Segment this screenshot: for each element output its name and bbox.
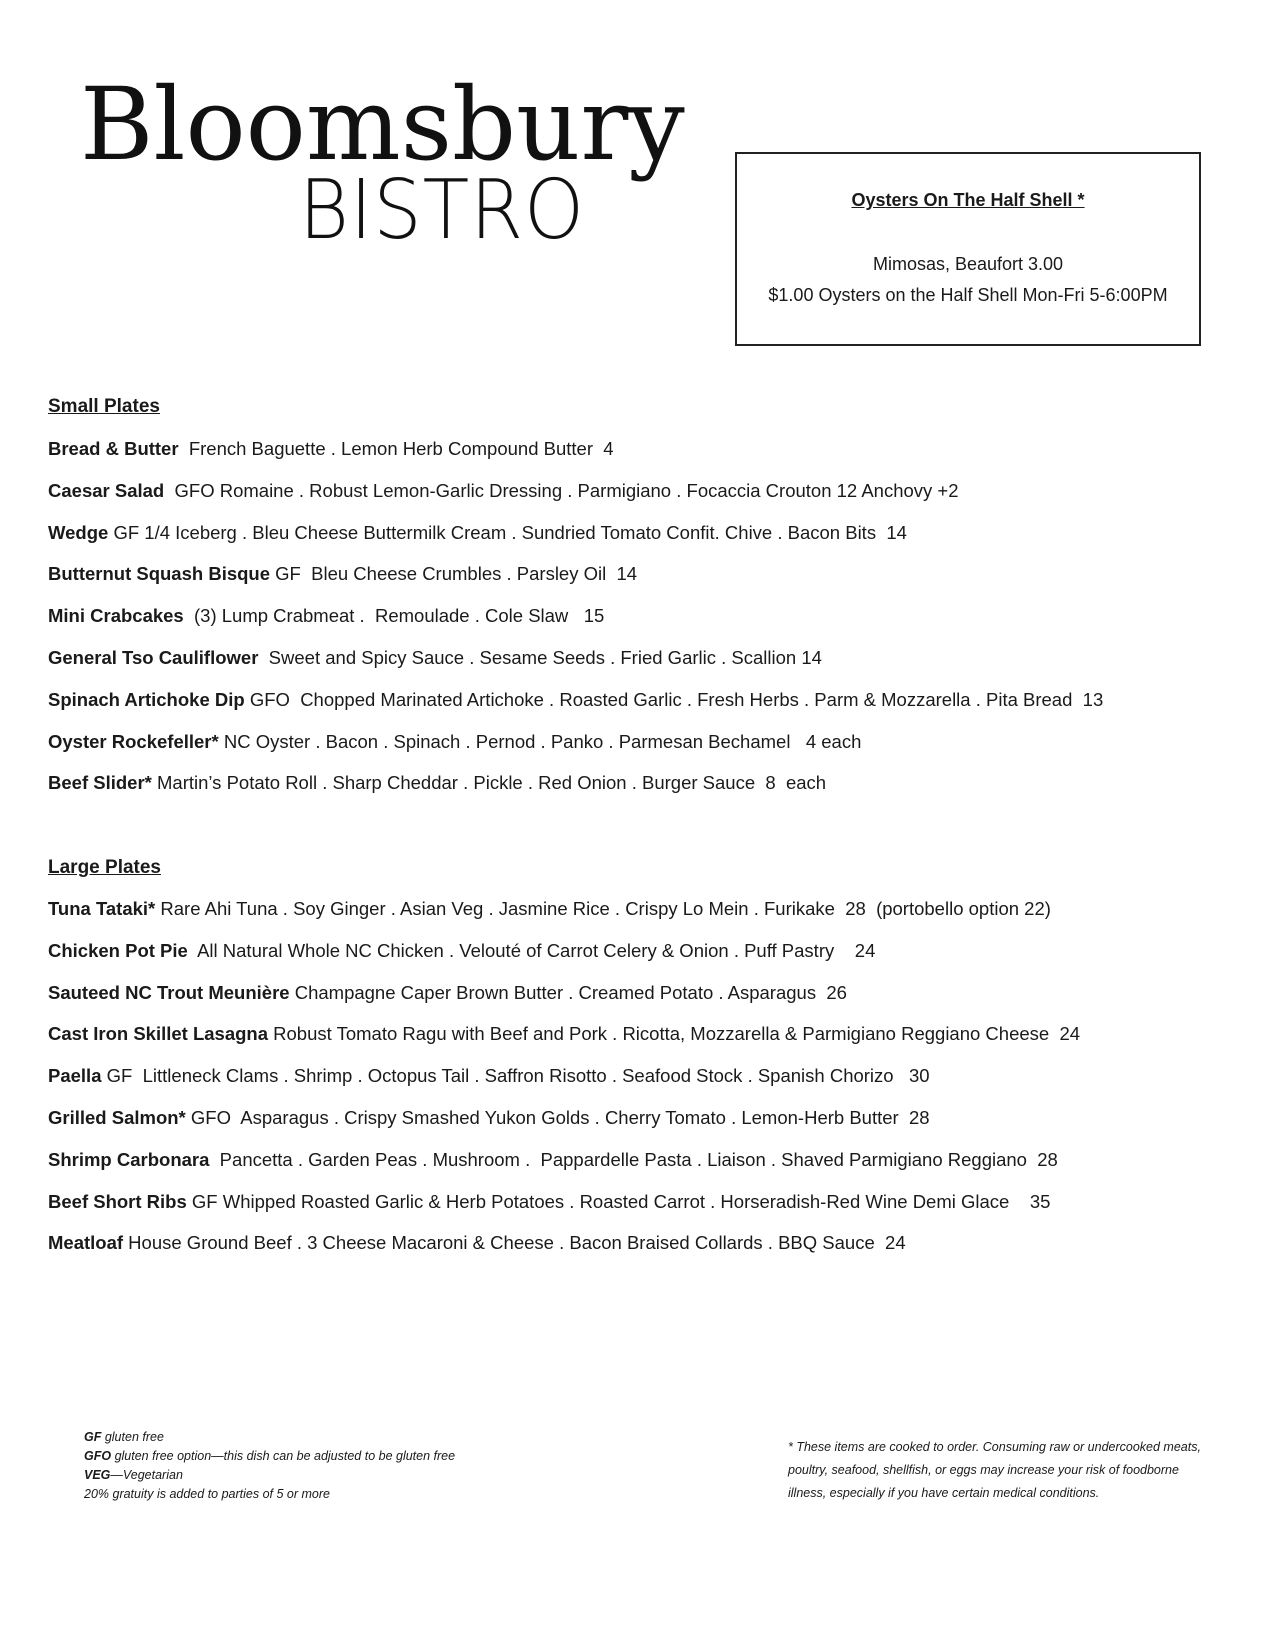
specials-line: $1.00 Oysters on the Half Shell Mon-Fri 5-6:00PM (768, 285, 1168, 305)
item-description: Champagne Caper Brown Butter . Creamed Potato . Asparagus 26 (289, 981, 847, 1003)
menu-item (48, 1149, 1228, 1191)
item-name: Sauteed NC Trout Meunière (48, 981, 290, 1003)
item-name: Tuna Tataki* (48, 898, 156, 919)
item-name: Wedge (48, 521, 109, 543)
menu-item (48, 647, 1228, 689)
menu-item (48, 689, 1228, 731)
specials-line: Mimosas, Beaufort 3.00 (872, 254, 1064, 274)
item-name: Butternut Squash Bisque (48, 563, 271, 585)
legend-code: VEG (84, 1468, 111, 1482)
item-name: Grilled Salmon* (48, 1106, 186, 1128)
item-description: GF 1/4 Iceberg . Bleu Cheese Buttermilk Cream . Sundried Tomato Confit. Chive . Bacon Bits 14 (108, 521, 907, 543)
item-name: Spinach Artichoke Dip (48, 688, 245, 710)
menu-item (48, 940, 1228, 982)
item-name: Meatloaf (48, 1232, 124, 1254)
item-description: Martin’s Potato Roll . Sharp Cheddar . Pickle . Red Onion . Burger Sauce 8 each (151, 772, 827, 794)
legend-text: —Vegetarian (110, 1468, 183, 1482)
item-name: Beef Short Ribs (48, 1190, 187, 1212)
item-description: GFO Asparagus . Crispy Smashed Yukon Golds . Cherry Tomato . Lemon-Herb Butter 28 (185, 1106, 930, 1128)
menu-item (48, 772, 1228, 814)
menu-item (48, 1065, 1228, 1107)
menu-item (48, 1107, 1228, 1149)
item-description: Rare Ahi Tuna . Soy Ginger . Asian Veg . Jasmine Rice . Crispy Lo Mein . Furikake 28 (portobello option 22) (155, 898, 1051, 919)
legend-code: GF (84, 1430, 102, 1444)
menu-item (48, 731, 1228, 773)
item-name: Shrimp Carbonara (48, 1148, 210, 1170)
legend-line-veg (84, 1466, 455, 1485)
logo-subtitle: BISTRO (299, 163, 586, 258)
item-description: GF Littleneck Clams . Shrimp . Octopus Tail . Saffron Risotto . Seafood Stock . Spanish Chorizo 30 (101, 1065, 930, 1087)
menu-item (48, 438, 1228, 480)
item-description: Sweet and Spicy Sauce . Sesame Seeds . Fried Garlic . Scallion 14 (258, 646, 822, 668)
item-name: General Tso Cauliflower (48, 646, 259, 668)
large-plates-list (48, 898, 1228, 1274)
item-name: Paella (48, 1065, 102, 1087)
item-description: GF Whipped Roasted Garlic & Herb Potatoes . Roasted Carrot . Horseradish-Red Wine Demi Glace 35 (186, 1190, 1051, 1212)
item-description: GFO Romaine . Robust Lemon-Garlic Dressing . Parmigiano . Focaccia Crouton 12 Anchovy +2 (164, 479, 959, 501)
item-description: GF Bleu Cheese Crumbles . Parsley Oil 14 (270, 563, 638, 585)
food-safety-disclaimer: * These items are cooked to order. Consuming raw or undercooked meats, poultry, seafood, shellfish, or eggs may increase your risk of foodborne illness, especially if you have certain medical conditions. (788, 1440, 1201, 1500)
item-name: Mini Crabcakes (48, 605, 184, 627)
menu-item (48, 898, 1228, 940)
item-description: GFO Chopped Marinated Artichoke . Roasted Garlic . Fresh Herbs . Parm & Mozzarella . Pita Bread 13 (244, 688, 1104, 710)
item-name: Caesar Salad (48, 479, 165, 501)
item-description: (3) Lump Crabmeat . Remoulade . Cole Slaw 15 (183, 605, 605, 627)
item-description: House Ground Beef . 3 Cheese Macaroni & Cheese . Bacon Braised Collards . BBQ Sauce 24 (123, 1232, 906, 1254)
small-plates-list (48, 438, 1228, 814)
menu-item (48, 1232, 1228, 1274)
small-plates-heading: Small Plates (48, 396, 160, 417)
item-name: Oyster Rockefeller* (48, 730, 219, 752)
item-description: All Natural Whole NC Chicken . Velouté of Carrot Celery & Onion . Puff Pastry 24 (187, 939, 876, 961)
legend-line-gfo (84, 1447, 455, 1466)
item-name: Chicken Pot Pie (48, 939, 188, 961)
specials-box (735, 152, 1201, 346)
menu-item (48, 522, 1228, 564)
item-description: French Baguette . Lemon Herb Compound Butter 4 (178, 438, 614, 459)
menu-item (48, 480, 1228, 522)
legend-code: GFO (84, 1449, 112, 1463)
legend-line-gf (84, 1428, 455, 1447)
menu-item (48, 563, 1228, 605)
legend-text: gluten free (101, 1430, 164, 1444)
specials-title: Oysters On The Half Shell * (851, 190, 1085, 210)
item-name: Bread & Butter (48, 438, 179, 459)
item-description: Robust Tomato Ragu with Beef and Pork . Ricotta, Mozzarella & Parmigiano Reggiano Cheese 24 (268, 1023, 1081, 1045)
gratuity-note: 20% gratuity is added to parties of 5 or more (84, 1487, 330, 1501)
menu-item (48, 1023, 1228, 1065)
item-description: Pancetta . Garden Peas . Mushroom . Pappardelle Pasta . Liaison . Shaved Parmigiano Reggiano 28 (209, 1148, 1058, 1170)
item-description: NC Oyster . Bacon . Spinach . Pernod . Panko . Parmesan Bechamel 4 each (218, 730, 862, 752)
item-name: Cast Iron Skillet Lasagna (48, 1023, 269, 1045)
large-plates-heading: Large Plates (48, 857, 161, 878)
logo-title: Bloomsbury (80, 66, 685, 183)
menu-item (48, 605, 1228, 647)
menu-item (48, 982, 1228, 1024)
dietary-legend (84, 1428, 455, 1504)
menu-item (48, 1191, 1228, 1233)
legend-text: gluten free option—this dish can be adjusted to be gluten free (111, 1449, 456, 1463)
restaurant-logo (80, 66, 685, 260)
item-name: Beef Slider* (48, 772, 152, 794)
